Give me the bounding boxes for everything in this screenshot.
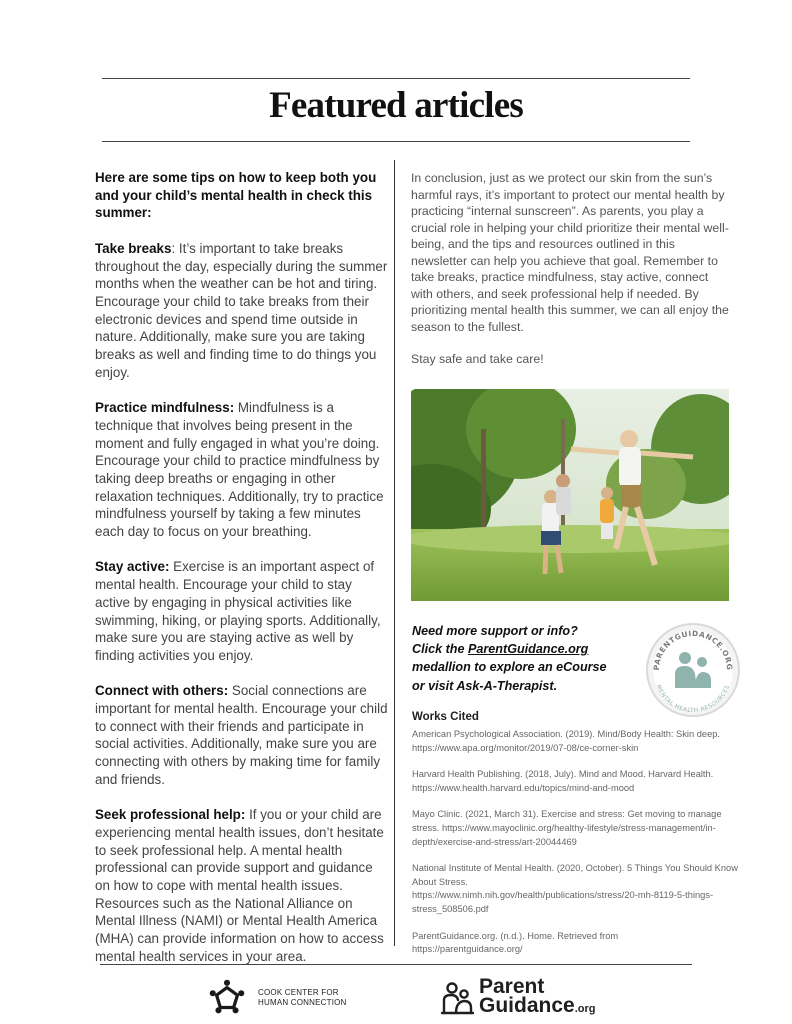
- citation: [412, 768, 742, 795]
- tip-heading: Stay active:: [95, 559, 170, 575]
- tip-seek-professional-help: [95, 806, 389, 965]
- citation-text: American Psychological Association. (2019). Mind/Body Health: Skin deep.: [412, 729, 720, 739]
- parentguidance-medallion[interactable]: [645, 622, 741, 718]
- footer-rule: [100, 964, 692, 965]
- medallion-bottom-text: MENTAL HEALTH RESOURCES: [654, 684, 732, 715]
- citation-url[interactable]: https://parentguidance.org/: [412, 944, 523, 955]
- citation: [412, 930, 742, 957]
- column-divider: [394, 160, 395, 946]
- tip-practice-mindfulness: [95, 399, 389, 541]
- support-click: Click the: [412, 642, 468, 657]
- parentguidance-wordmark: [479, 977, 595, 1019]
- support-callout: [412, 622, 642, 695]
- tip-heading: Practice mindfulness:: [95, 400, 235, 416]
- conclusion-text: In conclusion, just as we protect our skin from the sun’s harmful rays, it’s important to protect our mental health by practicing “internal sunscreen”. As parents, you play a crucial role in helping your child prioritize their mental well-being, and the tips and resources outlined in this newsletter can help you achieve that goal. Remember to take breaks, practice mindfulness, stay active, connect with others, and seek professional help if needed. By prioritizing mental health this summer, we can all enjoy the season to the fullest.: [411, 171, 729, 334]
- left-column: [95, 169, 389, 983]
- tip-heading: Connect with others:: [95, 683, 229, 699]
- tip-heading: Take breaks: [95, 240, 172, 256]
- citation: [412, 862, 742, 916]
- intro-text: Here are some tips on how to keep both you and your child’s mental health in check this summer:: [95, 170, 377, 221]
- citation: [412, 808, 742, 849]
- citation-url[interactable]: https://www.nimh.nih.gov/health/publications/stress/20-mh-8119-5-things-stress_508506.pdf: [412, 890, 714, 914]
- tip-body: Exercise is an important aspect of mental health. Encourage your child to stay active by engaging in physical activities like swimming, hiking, or playing sports. Additionally, make sure you are staying active as well by finding activities you enjoy.: [95, 559, 381, 663]
- parent-child-logo-icon: [439, 980, 475, 1016]
- citation-text: ParentGuidance.org. (n.d.). Home. Retrieved from: [412, 930, 619, 941]
- tip-stay-active: [95, 558, 389, 664]
- family-running-photo: [411, 389, 729, 601]
- people-circle-icon: [208, 979, 246, 1017]
- tip-body: If you or your child are experiencing mental health issues, don’t hesitate to seek professional help. A mental health professional can provide support and guidance on how to cope with mental health issues. Resources such as the National Alliance on Mental Illness (NAMI) or Mental Health America (MHA) can provide information on how to access mental health services in your area.: [95, 807, 384, 964]
- works-cited-list: [412, 728, 742, 970]
- citation-text: Harvard Health Publishing. (2018, July). Mind and Mood. Harvard Health.: [412, 769, 714, 780]
- support-line-1: Need more support or info?: [412, 624, 578, 638]
- cook-center-text: [258, 988, 347, 1008]
- citation-text: Mayo Clinic. (2021, March 31). Exercise and stress: Get moving to manage stress. https://www.mayoclinic.org/healthy-lifestyle/stress-management/in-depth/exercise-and-stress/art-20044469: [412, 809, 722, 847]
- support-line-3: medallion to explore an eCourse: [412, 660, 607, 675]
- cook-line-1: COOK CENTER FOR: [258, 988, 339, 997]
- right-column: [411, 170, 733, 384]
- citation-text: National Institute of Mental Health. (2020, October). 5 Things You Should Know About Stress.: [412, 863, 738, 887]
- pg-suffix: .org: [574, 1003, 596, 1015]
- citation: [412, 728, 742, 755]
- support-line-4: or visit Ask-A-Therapist.: [412, 678, 558, 693]
- parentguidance-link[interactable]: ParentGuidance.org: [468, 642, 589, 657]
- tip-separator: :: [171, 240, 179, 256]
- tip-body: It’s important to take breaks throughout the day, especially during the summer months when the weather can be hot and tiring. Encourage your child to take breaks from their electronic devices and spend time outside in nature. Additionally, make sure you are taking breaks as well and finding time to do things you enjoy.: [95, 240, 388, 380]
- tip-body: Social connections are important for mental health. Encourage your child to connect with their friends and participate in social activities. Additionally, make sure you are connecting with others by making time for family and friends.: [95, 683, 388, 787]
- page-title: Featured articles: [269, 85, 523, 126]
- parentguidance-logo: [439, 976, 595, 1020]
- cook-center-logo: [208, 978, 347, 1018]
- tip-body: Mindfulness is a technique that involves being present in the moment and fully engaged in what you’re doing. Encourage your child to practice mindfulness by taking deep breaths or engaging in other relaxation techniques. Additionally, try to practice mindfulness yourself by taking a few minutes each day to focus on your breathing.: [95, 400, 384, 540]
- citation-url[interactable]: https://www.health.harvard.edu/topics/mind-and-mood: [412, 782, 635, 793]
- pg-word-parent: Parent: [479, 975, 545, 998]
- top-rule: [102, 78, 690, 79]
- title-underline-rule: [102, 141, 690, 142]
- signoff-text: Stay safe and take care!: [411, 352, 544, 366]
- citation-url[interactable]: https://www.apa.org/monitor/2019/07-08/ce-corner-skin: [412, 742, 639, 753]
- tip-heading: Seek professional help:: [95, 807, 246, 823]
- medallion-top-text: PARENTGUIDANCE.ORG: [651, 628, 735, 671]
- pg-word-guidance: Guidance: [479, 994, 575, 1017]
- tip-connect-with-others: [95, 682, 389, 788]
- cook-line-2: HUMAN CONNECTION: [258, 998, 347, 1007]
- tip-take-breaks: [95, 240, 389, 382]
- works-cited-heading: Works Cited: [412, 711, 479, 723]
